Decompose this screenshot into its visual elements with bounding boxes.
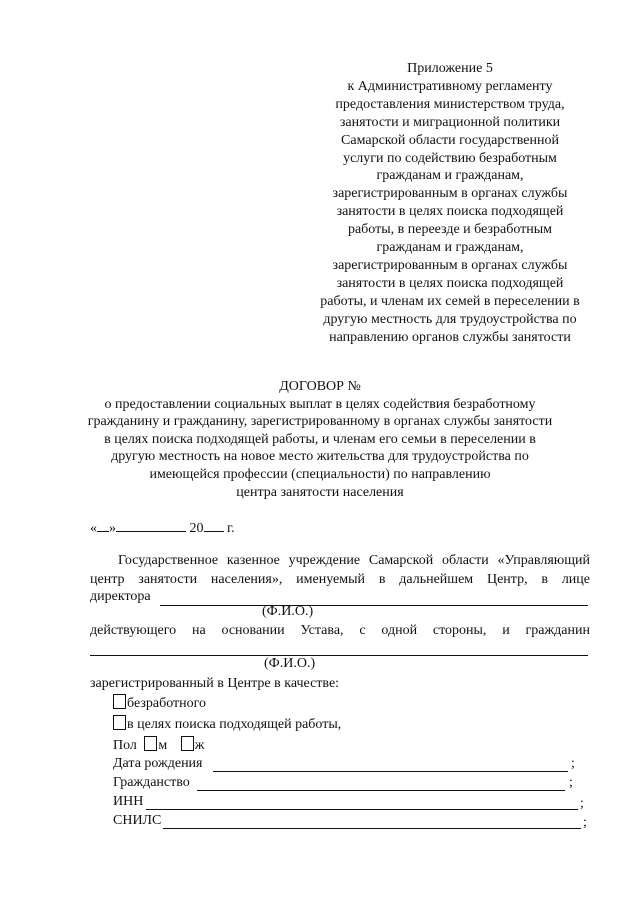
title-line: гражданину и гражданину, зарегистрированному в органах службы занятости: [87, 414, 553, 430]
title-line: имеющейся профессии (специальности) по направлению: [149, 466, 491, 482]
birth-semicolon: ;: [571, 756, 575, 771]
sex-male-label: м: [158, 738, 168, 753]
annex-line: занятости и миграционной политики: [339, 114, 561, 130]
day-field[interactable]: [97, 519, 109, 532]
annex-line: к Административному регламенту: [347, 78, 553, 94]
job-search-checkbox[interactable]: [113, 715, 126, 730]
month-field[interactable]: [116, 519, 186, 532]
para1-line2: центр занятости населения», именуемый в дальнейшем Центр, в лице: [90, 572, 590, 587]
director-name-field[interactable]: [160, 605, 588, 606]
annex-line: работы, в переезде и безработным: [347, 222, 553, 238]
annex-line: Самарской области государственной: [341, 132, 559, 148]
sex-female-label: ж: [194, 738, 205, 753]
fio-caption-2: (Ф.И.О.): [264, 656, 316, 671]
snils-label: СНИЛС: [113, 813, 162, 828]
title-line: другую местность на новое место жительства для трудоустройства по: [111, 449, 529, 465]
inn-semicolon: ;: [580, 796, 584, 811]
para1-line1: Государственное казенное учреждение Самарской области «Управляющий: [118, 553, 590, 568]
para2-line1: действующего на основании Устава, с одной стороны, и гражданин: [90, 623, 590, 638]
unemployed-checkbox[interactable]: [113, 694, 126, 709]
option-job-search: [113, 715, 341, 733]
birth-label: Дата рождения: [113, 756, 203, 771]
director-label: директора: [90, 589, 151, 604]
contract-title: [60, 378, 580, 501]
title-line: о предоставлении социальных выплат в целях содействия безработному: [104, 396, 536, 412]
year-field[interactable]: [204, 519, 224, 532]
option-job-search-label: в целях поиска подходящей работы,: [127, 717, 342, 732]
sex-label: Пол: [113, 738, 137, 753]
annex-line: работы, и членам их семей в переселении в: [320, 293, 580, 309]
year-suffix: г.: [227, 521, 235, 536]
citizenship-semicolon: ;: [569, 775, 573, 790]
citizenship-label: Гражданство: [113, 775, 190, 790]
inn-field[interactable]: [146, 809, 578, 810]
inn-label: ИНН: [113, 794, 144, 809]
contract-heading: ДОГОВОР №: [279, 379, 361, 394]
sex-row: [113, 736, 204, 754]
annex-block: [300, 60, 600, 347]
snils-field[interactable]: [163, 828, 581, 829]
citizenship-field[interactable]: [197, 790, 565, 791]
annex-line: направлению органов службы занятости: [329, 329, 571, 345]
date-quote-open: «: [90, 521, 97, 536]
annex-line: занятости в целях поиска подходящей: [336, 204, 564, 220]
fio-caption-1: (Ф.И.О.): [262, 604, 314, 619]
annex-line: услуги по содействию безработным: [343, 150, 557, 166]
sex-female-checkbox[interactable]: [181, 736, 194, 751]
option-unemployed: [113, 694, 206, 712]
annex-line: занятости в целях поиска подходящей: [336, 275, 564, 291]
option-unemployed-label: безработного: [127, 696, 207, 711]
annex-line: предоставления министерством труда,: [335, 96, 565, 112]
date-quote-close: »: [109, 521, 116, 536]
citizen-name-field[interactable]: [90, 655, 588, 656]
snils-semicolon: ;: [583, 815, 587, 830]
year-prefix: 20: [189, 521, 204, 536]
annex-line: другую местность для трудоустройства по: [323, 311, 577, 327]
annex-line: гражданам и гражданам,: [376, 240, 524, 256]
annex-line: зарегистрированным в органах службы: [332, 186, 568, 202]
annex-line: гражданам и гражданам,: [376, 168, 524, 184]
birth-date-field[interactable]: [213, 771, 568, 772]
title-line: в целях поиска подходящей работы, и членам его семьи в переселении в: [104, 431, 536, 447]
date-line: [90, 519, 235, 537]
annex-line: зарегистрированным в органах службы: [332, 257, 568, 273]
annex-line: Приложение 5: [407, 61, 493, 76]
title-line: центра занятости населения: [236, 484, 404, 500]
registered-label: зарегистрированный в Центре в качестве:: [90, 676, 340, 691]
sex-male-checkbox[interactable]: [144, 736, 157, 751]
